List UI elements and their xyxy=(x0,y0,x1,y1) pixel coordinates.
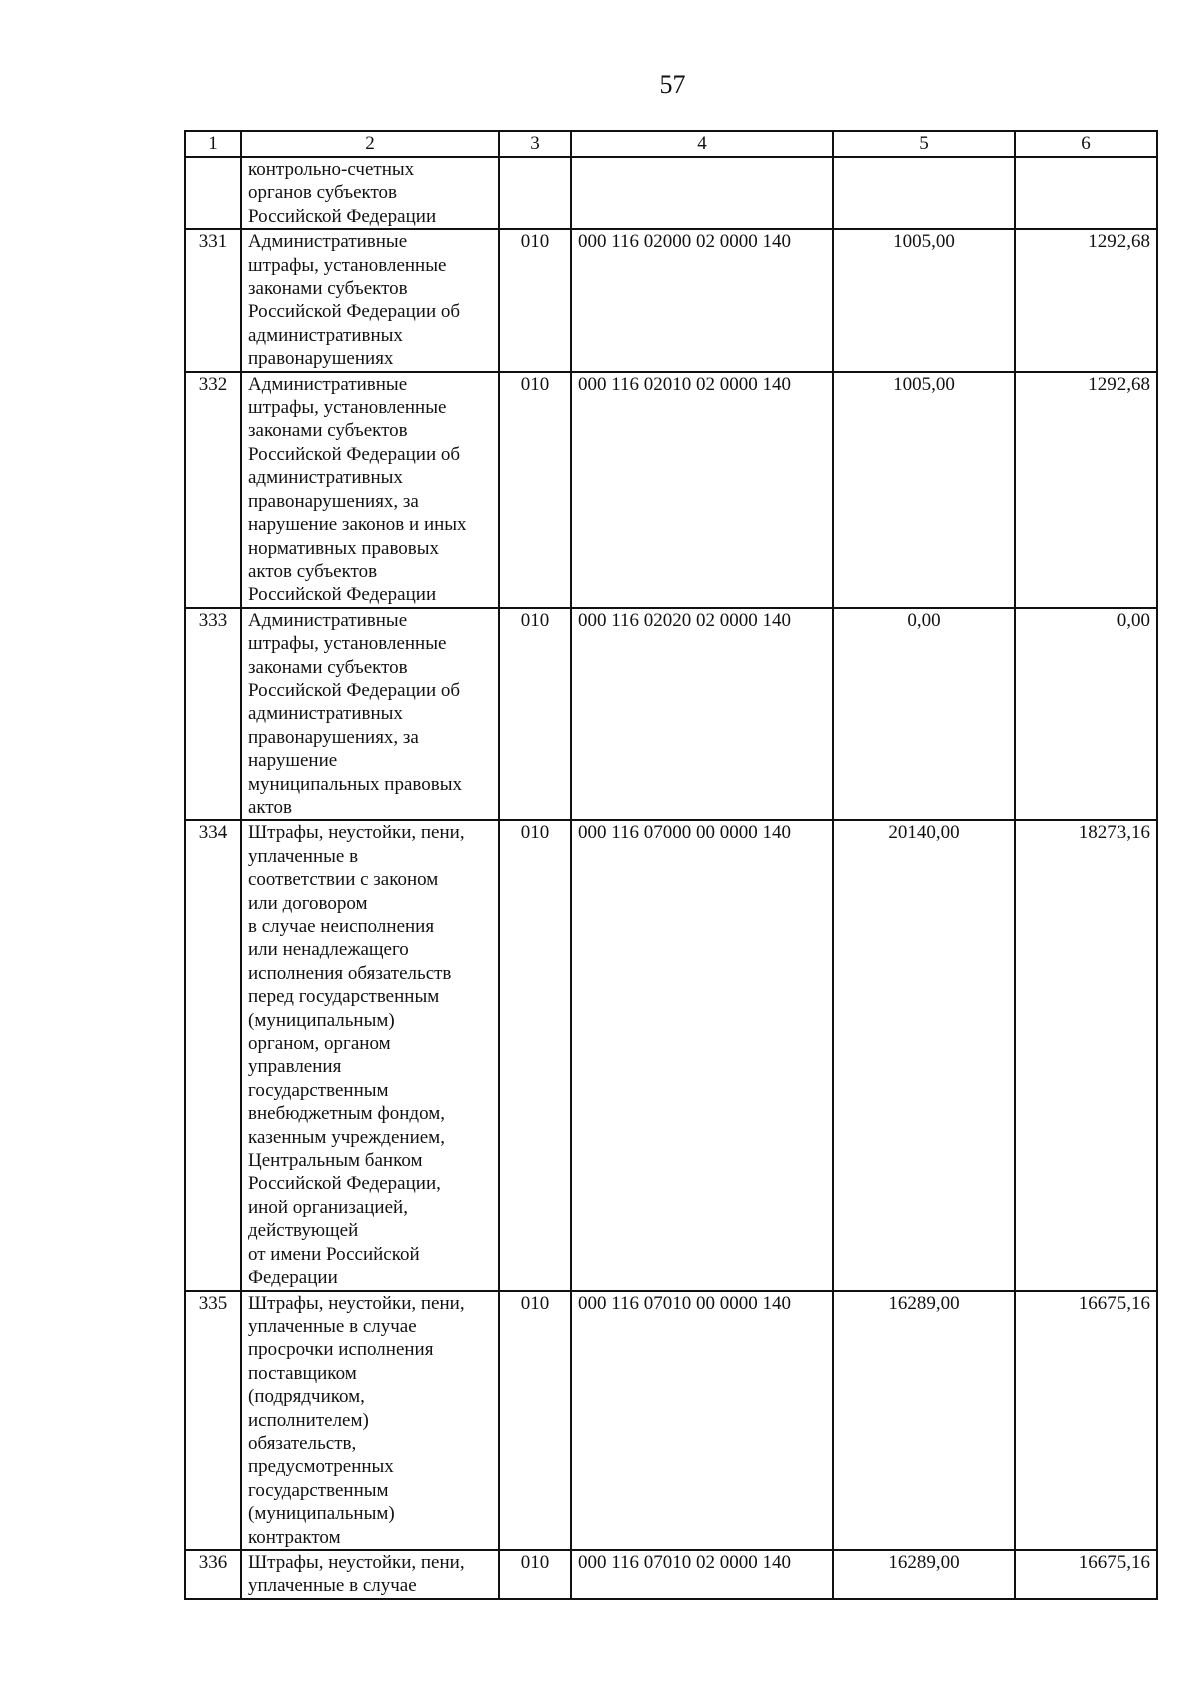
row-admin-code: 010 xyxy=(499,1291,571,1550)
row-budget-code: 000 116 02020 02 0000 140 xyxy=(571,608,833,821)
row-value-6: 1292,68 xyxy=(1015,229,1157,371)
row-budget-code xyxy=(571,157,833,229)
row-value-6: 1292,68 xyxy=(1015,372,1157,608)
row-value-5: 1005,00 xyxy=(833,229,1015,371)
header-col-2: 2 xyxy=(241,131,499,157)
row-number: 336 xyxy=(185,1550,241,1599)
row-value-5: 16289,00 xyxy=(833,1291,1015,1550)
row-value-5: 16289,00 xyxy=(833,1550,1015,1599)
row-number: 335 xyxy=(185,1291,241,1550)
row-admin-code: 010 xyxy=(499,1550,571,1599)
row-admin-code: 010 xyxy=(499,372,571,608)
row-admin-code: 010 xyxy=(499,608,571,821)
table-row xyxy=(185,608,1157,821)
table-row xyxy=(185,1291,1157,1550)
header-col-3: 3 xyxy=(499,131,571,157)
row-number: 331 xyxy=(185,229,241,371)
table-row xyxy=(185,229,1157,371)
table-row xyxy=(185,372,1157,608)
header-col-1: 1 xyxy=(185,131,241,157)
page-number: 57 xyxy=(659,70,686,99)
row-name: Административные штрафы, установленные законами субъектов Российской Федерации об административных правонарушениях, за нарушение законов и иных нормативных правовых актов субъектов Российской Федерации xyxy=(241,372,499,608)
row-value-6: 16675,16 xyxy=(1015,1550,1157,1599)
row-name: контрольно-счетных органов субъектов Российской Федерации xyxy=(241,157,499,229)
table-row xyxy=(185,820,1157,1290)
row-number xyxy=(185,157,241,229)
row-name: Штрафы, неустойки, пени, уплаченные в случае просрочки исполнения поставщиком (подрядчиком, исполнителем) обязательств, предусмотренных государственным (муниципальным) контрактом xyxy=(241,1291,499,1550)
table-row xyxy=(185,157,1157,229)
header-col-4: 4 xyxy=(571,131,833,157)
row-admin-code xyxy=(499,157,571,229)
row-value-5: 20140,00 xyxy=(833,820,1015,1290)
row-admin-code: 010 xyxy=(499,229,571,371)
row-value-6 xyxy=(1015,157,1157,229)
row-budget-code: 000 116 07000 00 0000 140 xyxy=(571,820,833,1290)
row-budget-code: 000 116 07010 00 0000 140 xyxy=(571,1291,833,1550)
row-number: 333 xyxy=(185,608,241,821)
row-budget-code: 000 116 02010 02 0000 140 xyxy=(571,372,833,608)
row-budget-code: 000 116 07010 02 0000 140 xyxy=(571,1550,833,1599)
row-name: Административные штрафы, установленные законами субъектов Российской Федерации об административных правонарушениях xyxy=(241,229,499,371)
row-value-5: 0,00 xyxy=(833,608,1015,821)
budget-table xyxy=(184,130,1158,1600)
row-value-6: 16675,16 xyxy=(1015,1291,1157,1550)
row-value-5 xyxy=(833,157,1015,229)
header-col-5: 5 xyxy=(833,131,1015,157)
row-number: 332 xyxy=(185,372,241,608)
row-name: Штрафы, неустойки, пени, уплаченные в случае xyxy=(241,1550,499,1599)
row-value-6: 0,00 xyxy=(1015,608,1157,821)
row-admin-code: 010 xyxy=(499,820,571,1290)
row-value-5: 1005,00 xyxy=(833,372,1015,608)
table-row xyxy=(185,1550,1157,1599)
row-budget-code: 000 116 02000 02 0000 140 xyxy=(571,229,833,371)
header-row xyxy=(185,131,1157,157)
row-value-6: 18273,16 xyxy=(1015,820,1157,1290)
header-col-6: 6 xyxy=(1015,131,1157,157)
row-number: 334 xyxy=(185,820,241,1290)
row-name: Штрафы, неустойки, пени, уплаченные в соответствии с законом или договором в случае неисполнения или ненадлежащего исполнения обязательств перед государственным (муниципальным) органом, органом управления государственным внебюджетным фондом, казенным учреждением, Центральным банком Российской Федерации, иной организацией, действующей от имени Российской Федерации xyxy=(241,820,499,1290)
row-name: Административные штрафы, установленные законами субъектов Российской Федерации об административных правонарушениях, за нарушение муниципальных правовых актов xyxy=(241,608,499,821)
